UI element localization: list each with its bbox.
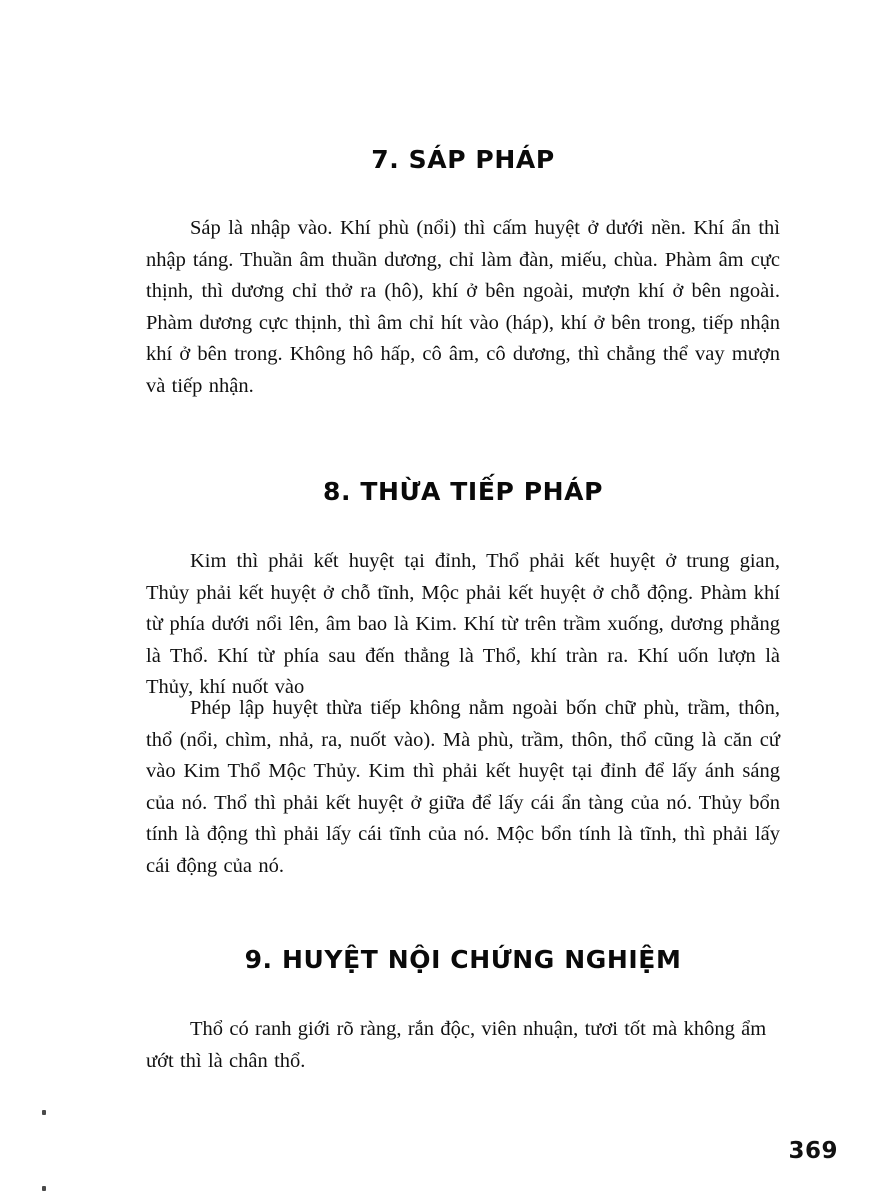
- section-block-8: [146, 477, 780, 507]
- section-body-8-second: [146, 693, 780, 883]
- section-heading-8: 8. THỪA TIẾP PHÁP: [322, 477, 604, 506]
- section-heading-9: 9. HUYỆT NỘI CHỨNG NGHIỆM: [244, 945, 682, 974]
- scan-speckle-artifact: [42, 1186, 46, 1191]
- section-body-9: [146, 1014, 780, 1077]
- paragraph: Phép lập huyệt thừa tiếp không nằm ngoài bốn chữ phù, trầm, thôn, thổ (nổi, chìm, nhả, ra, nuốt vào). Mà phù, trầm, thôn, thổ cũng là căn cứ vào Kim Thổ Mộc Thủy. Kim thì phải kết huyệt tại đỉnh để lấy ánh sáng của nó. Thổ thì phải kết huyệt ở giữa để lấy cái ẩn tàng của nó. Thủy bổn tính là động thì phải lấy cái tĩnh của nó. Mộc bổn tính là tĩnh, thì phải lấy cái động của nó.: [146, 697, 780, 877]
- section-body-8-first: [146, 546, 780, 704]
- paragraph: Thổ có ranh giới rõ ràng, rắn độc, viên nhuận, tươi tốt mà không ẩm ướt thì là chân thổ.: [146, 1018, 767, 1072]
- section-block-7: [146, 145, 780, 175]
- page-number: 369: [788, 1138, 838, 1164]
- paragraph: Sáp là nhập vào. Khí phù (nổi) thì cấm huyệt ở dưới nền. Khí ẩn thì nhập táng. Thuần âm thuần dương, chỉ làm đàn, miếu, chùa. Phàm âm cực thịnh, thì dương chỉ thở ra (hô), khí ở bên ngoài, mượn khí ở bên ngoài. Phàm dương cực thịnh, thì âm chỉ hít vào (háp), khí ở bên trong, tiếp nhận khí ở bên trong. Không hô hấp, cô âm, cô dương, thì chẳng thể vay mượn và tiếp nhận.: [146, 217, 780, 397]
- paragraph: Kim thì phải kết huyệt tại đỉnh, Thổ phải kết huyệt ở trung gian, Thủy phải kết huyệt ở chỗ tĩnh, Mộc phải kết huyệt ở chỗ động. Phàm khí từ phía dưới nổi lên, âm bao là Kim. Khí từ trên trầm xuống, dương phẳng là Thổ. Khí từ phía sau đến thẳng là Thổ, khí tràn ra. Khí uốn lượn là Thủy, khí nuốt vào: [146, 550, 780, 699]
- section-heading-7: 7. SÁP PHÁP: [371, 145, 555, 174]
- section-body-7: [146, 213, 780, 403]
- section-block-9: [146, 945, 780, 975]
- scan-speckle-artifact: [42, 1110, 46, 1115]
